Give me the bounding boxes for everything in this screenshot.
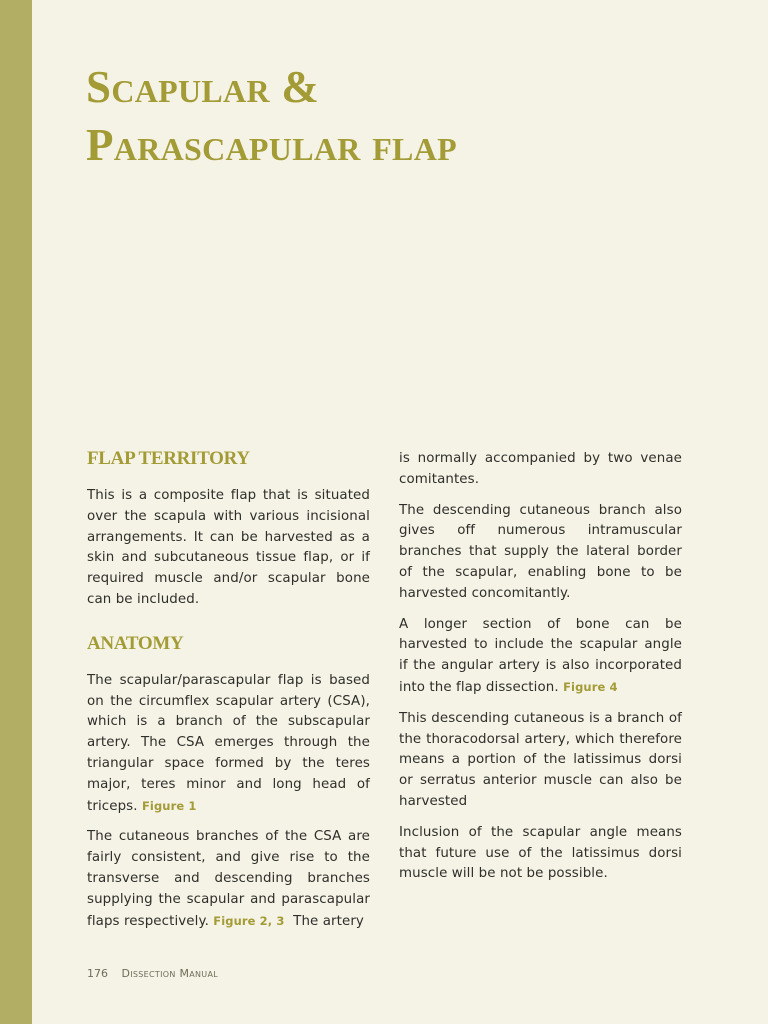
page-footer xyxy=(87,967,218,980)
figure-reference-4[interactable]: Figure 4 xyxy=(563,679,618,694)
paragraph-anatomy-2-text: The cutaneous branches of the CSA are fairly consistent, and give rise to the transverse and descending branches supplying the scapular and parascapular flaps respectively. xyxy=(87,829,370,929)
side-bar xyxy=(0,0,32,1024)
title-line-1: Scapular & xyxy=(86,62,320,112)
heading-anatomy: ANATOMY xyxy=(87,632,184,654)
paragraph-anatomy-1-text: The scapular/parascapular flap is based on the circumflex scapular artery (CSA), which is a branch of the subscapular artery. The CSA emerges through the triangular space formed by the teres major, teres minor and long head of triceps. xyxy=(87,672,370,814)
title-line-2: Parascapular flap xyxy=(86,120,457,170)
paragraph-scapular-angle: Inclusion of the scapular angle means that future use of the latissimus dorsi muscle will be not be possible. xyxy=(399,824,682,882)
paragraph-bone-section-text: A longer section of bone can be harvested to include the scapular angle if the angular artery is also incorporated into the flap dissection. xyxy=(399,616,682,695)
page-title xyxy=(86,58,457,174)
paragraph-thoracodorsal: This descending cutaneous is a branch of the thoracodorsal artery, which therefore means a portion of the latissimus dorsi or serratus anterior muscle can also be harvested xyxy=(399,710,682,809)
page-number: 176 xyxy=(87,967,108,980)
figure-reference-2-3[interactable]: Figure 2, 3 xyxy=(213,913,285,928)
left-column xyxy=(87,446,370,942)
paragraph-anatomy-2 xyxy=(87,827,370,932)
heading-flap-territory: FLAP TERRITORY xyxy=(87,448,250,469)
paragraph-anatomy-2-tail: The artery xyxy=(284,913,364,929)
paragraph-bone-section xyxy=(399,615,682,699)
right-column xyxy=(399,449,682,895)
paragraph-descending-branch: The descending cutaneous branch also gives off numerous intramuscular branches that supply the lateral border of the scapular, enabling bone to be harvested concomitantly. xyxy=(399,502,682,601)
paragraph-anatomy-1 xyxy=(87,671,370,818)
figure-reference-1[interactable]: Figure 1 xyxy=(141,798,197,813)
paragraph-flap-territory: This is a composite flap that is situated over the scapula with various incisional arrangements. It can be harvested as a skin and subcutaneous tissue flap, or if required muscle and/or scapular bone can be included. xyxy=(87,488,370,607)
book-title: Dissection Manual xyxy=(121,967,218,980)
paragraph-venae: is normally accompanied by two venae comitantes. xyxy=(399,451,682,487)
